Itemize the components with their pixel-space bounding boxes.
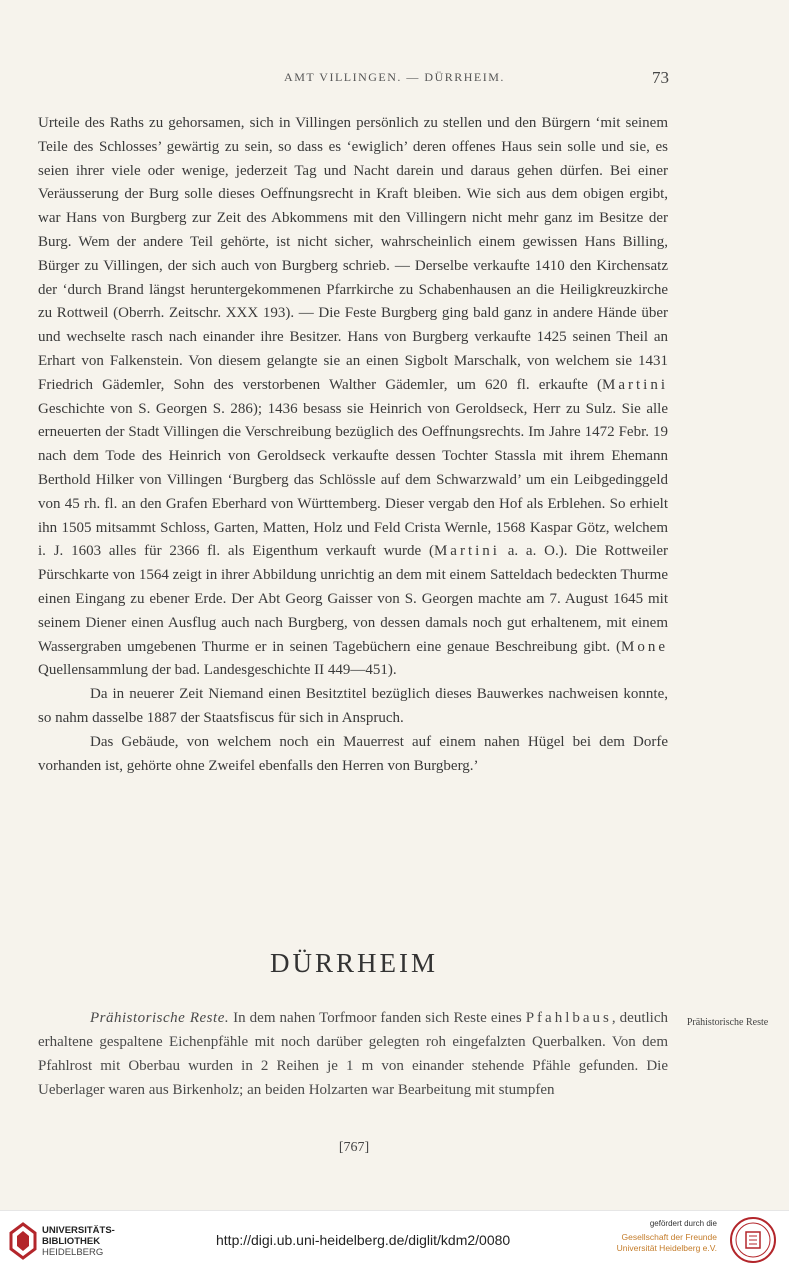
library-name — [42, 1225, 115, 1258]
text-run: , deutlich erhaltene gespaltene Eichenpfähle mit noch darüber gelegten roh eingefalzten Querbalken. Von dem Pfahlrost mit Oberbau wurden in 2 Reihen je 1 m von einander stehende Pfähle gefunden. Die Ueberlager waren aus Birkenholz; an beiden Holzarten war Bearbeitung mit stumpfen — [38, 1010, 668, 1098]
sponsor-name: Gesellschaft der Freunde — [621, 1232, 717, 1242]
running-head: AMT VILLINGEN. — DÜRRHEIM. — [284, 70, 505, 84]
text-run: a. a. O.). Die Rottweiler Pürschkarte von 1564 zeigt in ihrer Abbildung unrichtig an dem mit einem Satteldach bedeckten Thurme einen Eingang zu ebener Erde. Der Abt Georg Gaisser von S. Georgen machte am 7. August 1645 mit seinem Diener einen Ausflug auch nach Burgberg, von dessen damals noch gut erhaltenem, mit einem Wassergraben umgebenen Thurme er in seinen Tagebüchern eine genaue Beschreibung gibt. ( — [38, 543, 668, 655]
sponsor-credit — [567, 1219, 717, 1254]
spaced-term: Pfahlbaus — [525, 1010, 612, 1026]
author-citation: Martini — [433, 543, 500, 560]
runin-heading: Prähistorische Reste. — [90, 1010, 230, 1026]
permalink-url[interactable]: http://digi.ub.uni-heidelberg.de/diglit/kdm2/0080 — [216, 1232, 511, 1248]
paragraph-1 — [38, 112, 668, 683]
printer-signature: [767] — [338, 1140, 370, 1155]
marginal-note: Prähistorische Reste — [686, 1017, 769, 1028]
paragraph-3: Das Gebäude, von welchem noch ein Mauerrest auf einem nahen Hügel bei dem Dorfe vorhanden ist, gehörte ohne Zweifel ebenfalls den Herren von Burgberg.’ — [38, 733, 668, 774]
section-heading: DÜRRHEIM — [269, 948, 438, 978]
text-run: Urteile des Raths zu gehorsamen, sich in Villingen persönlich zu stellen und den Bürgern ‘mit seinem Teile des Schlosses’ gewärtig zu sein, so dass es ‘ewiglich’ deren offenes Haus sein solle und sie, es seien ihrer viele oder wenige, jederzeit Tag und Nacht darein und daraus gehen dürfen. Bei einer Veräusserung der Burg solle dieses Oeffnungsrecht in Kraft bleiben. Wie sich aus dem obigen ergibt, war Hans von Burgberg zur Zeit des Abkommens mit den Villingern nicht mehr ganz im Besitze der Burg. Wem der andere Teil gehörte, ist nicht sicher, wahrscheinlich einem gewissen Hans Billing, Bürger zu Villingen, der sich auch von Burgberg schrieb. — Derselbe verkaufte 1410 den Kirchensatz der ‘durch Brand längst heruntergekommenen Pfarrkirche zu Schabenhausen an die Heiligkreuzkirche zu Rottweil (Oberrh. Zeitschr. XXX 193). — Die Feste Burgberg ging bald ganz in andere Hände über und wechselte rasch nach einander ihre Besitzer. Hans von Burgberg verkaufte 1425 seinen Theil an Erhart von Falkenstein. Von diesem gelangte sie an einen Sigbolt Marschalk, von welchem sie 1431 Friedrich Gädemler, Sohn des verstorbenen Walther Gädemler, um 620 fl. erkaufte ( — [38, 115, 668, 393]
author-citation: Martini — [602, 376, 668, 393]
library-name-line: BIBLIOTHEK — [42, 1236, 101, 1247]
viewer-footer — [0, 1210, 789, 1269]
page-number: 73 — [652, 68, 669, 87]
text-run: In dem nahen Torfmoor fanden sich Reste eines — [229, 1010, 526, 1026]
section-paragraph — [38, 1006, 668, 1102]
library-name-line: UNIVERSITÄTS- — [42, 1225, 115, 1236]
sponsor-label: gefördert durch die — [649, 1219, 717, 1228]
text-run: Geschichte von S. Georgen S. 286); 1436 besass sie Heinrich von Geroldseck, Herr zu Sulz. Sie alle erneuerten der Stadt Villingen die Verschreibung bezüglich des Oeffnungsrechts. Im Jahre 1472 Febr. 19 nach dem Tode des Heinrich von Geroldseck verkaufte dessen Tochter Stassla mit ihrem Ehemann Berthold Hilker von Villingen ‘Burgberg das Schlössle auf dem Schwarzwald’ um ein Leibgedinggeld von 45 rh. fl. an den Grafen Eberhard von Württemberg. Dieser vergab den Hof als Erblehen. So erhielt ihn 1505 mitsammt Schloss, Garten, Matten, Holz und Feld Crista Wernle, 1568 Kaspar Götz, welchem i. J. 1603 alles für 2366 fl. als Eigenthum verkauft wurde ( — [38, 400, 668, 560]
university-seal-icon — [729, 1216, 777, 1264]
library-logo-icon — [8, 1221, 38, 1261]
main-text — [38, 112, 668, 778]
author-citation: Mone — [621, 638, 668, 655]
section-body — [38, 1006, 668, 1102]
paragraph-2: Da in neuerer Zeit Niemand einen Besitztitel bezüglich dieses Bauwerkes nachweisen konnte, so nahm dasselbe 1887 der Staatsfiscus für sich in Anspruch. — [38, 686, 668, 726]
text-run: Quellensammlung der bad. Landesgeschichte II 449—451). — [38, 662, 397, 679]
library-name-line: HEIDELBERG — [42, 1247, 104, 1258]
sponsor-name: Universität Heidelberg e.V. — [616, 1243, 717, 1253]
